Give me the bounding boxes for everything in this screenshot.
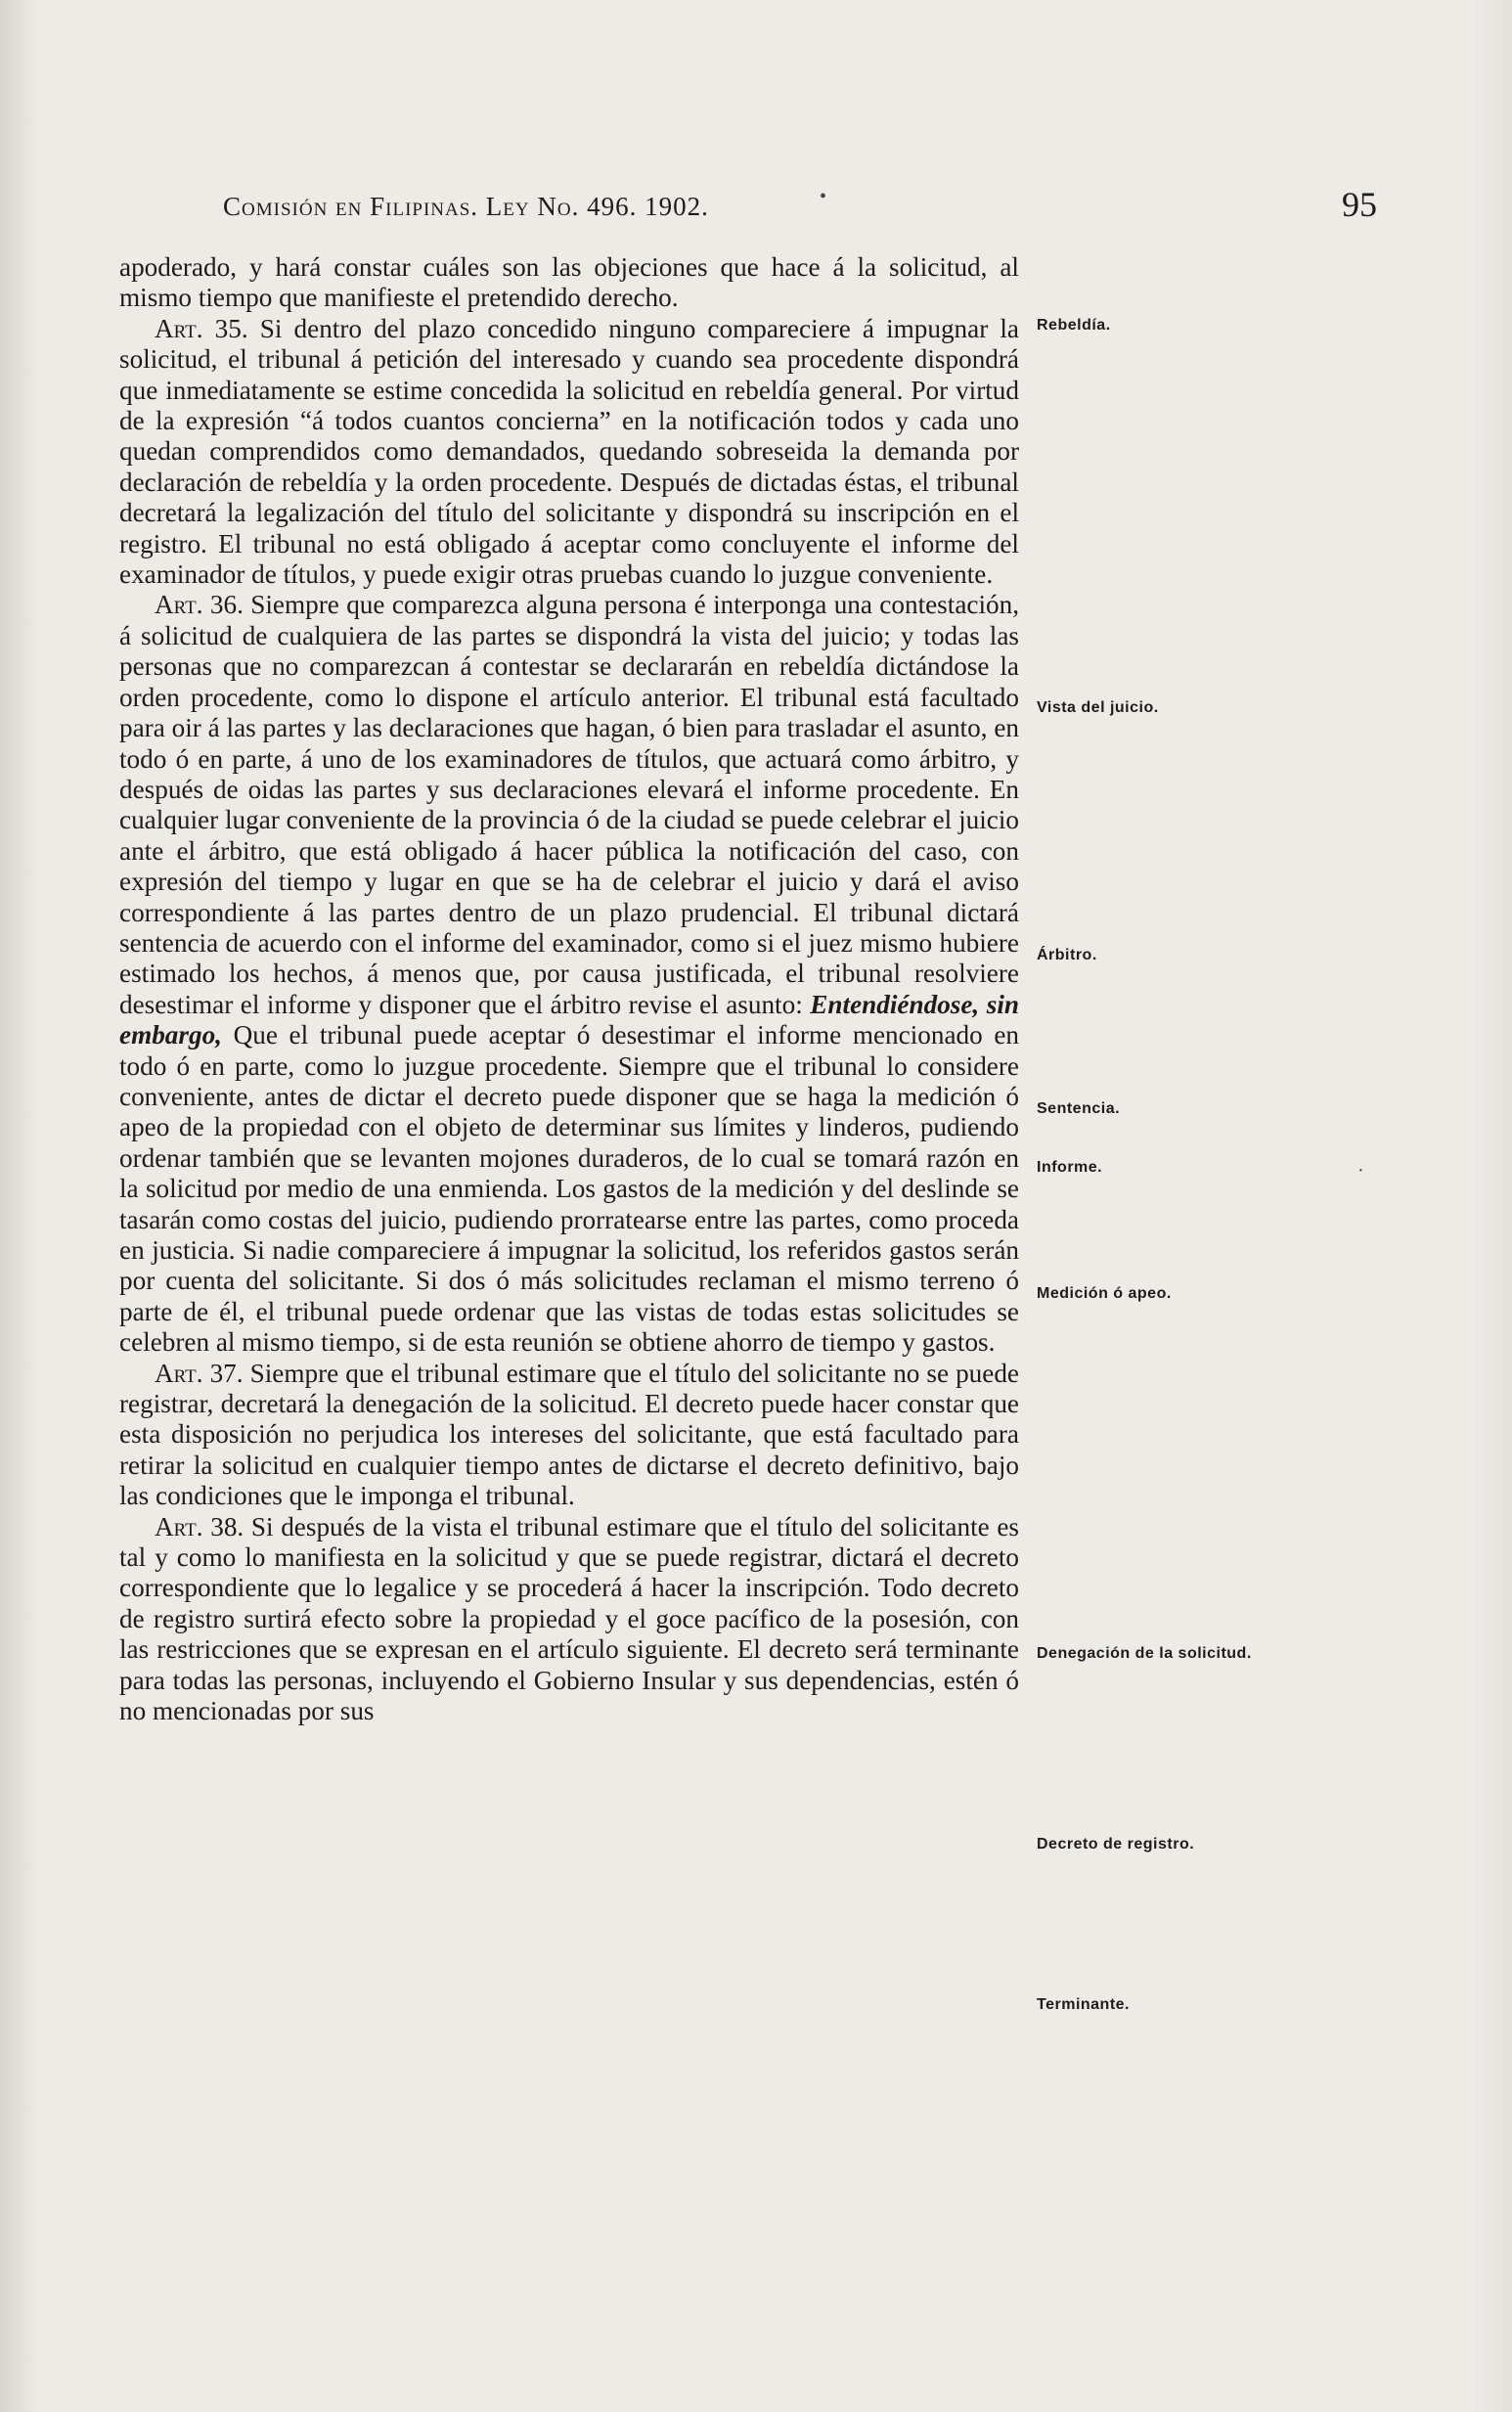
margin-note-sentencia: Sentencia. (1037, 1100, 1121, 1117)
article-36-text-a: Siempre que comparezca alguna persona é interponga una contestación, á solicitud de cualquiera de las partes se dispondrá la vista del juicio; y todas las personas que no comparezcan á contestar se declararán en rebeldía dictándose la orden procedente, como lo dispone el artículo anterior. El tribunal está facultado para oir á las partes y las declaraciones que hagan, ó bien para trasladar el asunto, en todo ó en parte, á uno de los examinadores de títulos, que actuará como árbitro, y después de oidas las partes y sus declaraciones elevará el informe procedente. En cualquier lugar conveniente de la provincia ó de la ciudad se puede celebrar el juicio ante el árbitro, que está obligado á hacer pública la notificación del caso, con expresión del tiempo y lugar en que se ha de celebrar el juicio y dará el aviso correspondiente á las partes dentro de un plazo prudencial. El tribunal dictará sentencia de acuerdo con el informe del examinador, como si el juez mismo hubiere estimado los hechos, á menos que, por causa justificada, el tribunal resolviere desestimar el informe y disponer que el árbitro revise el asunto: (119, 590, 1019, 1019)
article-36-emphasis: Entendiéndose, sin embargo, (119, 989, 1019, 1050)
paragraph-continuation: apoderado, y hará constar cuáles son las objeciones que hace á la solicitud, al mismo tiempo que manifieste el pretendido derecho. (119, 252, 1019, 313)
margin-note-medicion: Medición ó apeo. (1037, 1285, 1172, 1302)
article-35-text: Si dentro del plazo concedido ninguno compareciere á impugnar la solicitud, el tribunal á petición del interesado y cuando sea procedente dispondrá que inmediatamente se estime concedida la solicitud en rebeldía general. Por virtud de la expresión “á todos cuantos concierna” en la notificación todos y cada uno quedan comprendidos como demandados, quedando sobreseida la demanda por declaración de rebeldía y la orden procedente. Después de dictadas éstas, el tribunal decretará la legalización del título del solicitante y dispondrá su inscripción en el registro. El tribunal no está obligado á aceptar como concluyente el informe del examinador de títulos, y puede exigir otras pruebas cuando lo juzgue conveniente. (119, 313, 1019, 590)
article-38 (119, 1512, 1019, 1727)
margin-note-rebeldia: Rebeldía. (1037, 317, 1111, 334)
page-number: 95 (1342, 185, 1377, 224)
stray-dot: · (1357, 1160, 1364, 1182)
article-38-label: Art. 38. (155, 1511, 245, 1541)
page-header (223, 184, 1377, 233)
article-35 (119, 314, 1019, 591)
margin-note-terminante: Terminante. (1037, 1996, 1130, 2013)
running-head: Comisión en Filipinas. Ley No. 496. 1902. (223, 192, 709, 221)
margin-note-arbitro: Árbitro. (1037, 947, 1097, 963)
body-text (119, 252, 1019, 1727)
article-37-text: Siempre que el tribunal estimare que el título del solicitante no se puede registrar, decretará la denegación de la solicitud. El decreto puede hacer constar que esta disposición no perjudica los intereses del solicitante, que está facultado para retirar la solicitud en cualquier tiempo antes de dictarse el decreto definitivo, bajo las condiciones que le imponga el tribunal. (119, 1358, 1019, 1511)
margin-note-decreto: Decreto de registro. (1037, 1836, 1195, 1853)
stray-dot: • (820, 186, 827, 207)
article-36-label: Art. 36. (155, 590, 244, 620)
article-38-text: Si después de la vista el tribunal estimare que el título del solicitante es tal y como lo manifiesta en la solicitud y que se puede registrar, dictará el decreto correspondiente que lo legalice y se procederá á hacer la inscripción. Todo decreto de registro surtirá efecto sobre la propiedad y el goce pacífico de la posesión, con las restricciones que se expresan en el artículo siguiente. El decreto será terminante para todas las personas, incluyendo el Gobierno Insular y sus dependencias, estén ó no mencionadas por sus (119, 1511, 1019, 1726)
margin-note-informe: Informe. (1037, 1159, 1103, 1176)
article-37-label: Art. 37. (155, 1358, 244, 1388)
margin-note-denegacion: Denegación de la solicitud. (1037, 1645, 1252, 1662)
article-36 (119, 590, 1019, 1358)
article-36-text-b: Que el tribunal puede aceptar ó desestimar el informe mencionado en todo ó en parte, como lo juzgue procedente. Siempre que el tribunal lo considere conveniente, antes de dictar el decreto puede disponer que se haga la medición ó apeo de la propiedad con el objeto de determinar sus límites y linderos, pudiendo ordenar también que se levanten mojones duraderos, de lo cual se tomará razón en la solicitud por medio de una enmienda. Los gastos de la medición y del deslinde se tasarán como costas del juicio, pudiendo prorratearse entre las partes, como proceda en justicia. Si nadie compareciere á impugnar la solicitud, los referidos gastos serán por cuenta del solicitante. Si dos ó más solicitudes reclaman el mismo terreno ó parte de él, el tribunal puede ordenar que las vistas de todas estas solicitudes se celebren al mismo tiempo, si de esta reunión se obtiene ahorro de tiempo y gastos. (119, 1020, 1019, 1358)
margin-note-vista: Vista del juicio. (1037, 699, 1159, 716)
article-35-label: Art. 35. (155, 313, 248, 343)
article-37 (119, 1359, 1019, 1512)
